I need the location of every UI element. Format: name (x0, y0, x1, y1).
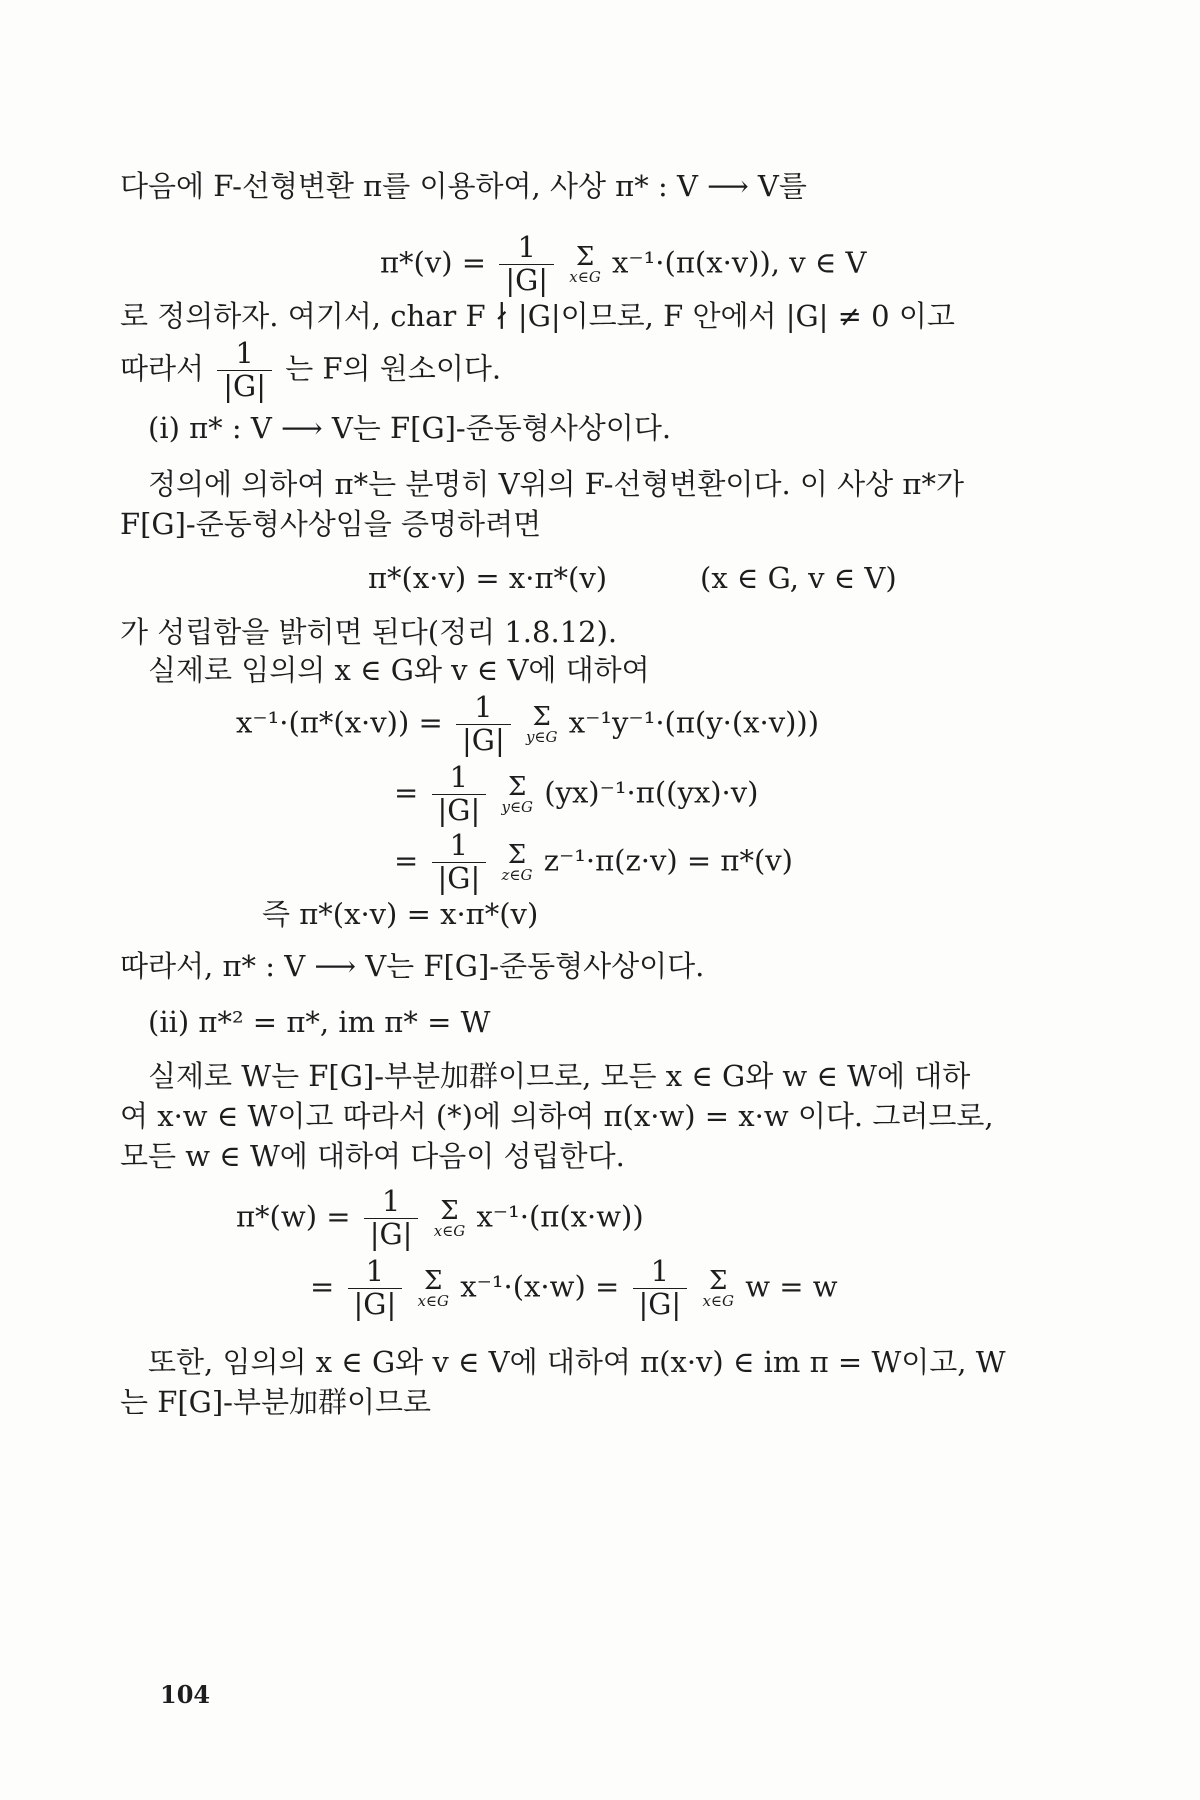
fraction-one-over-G: $\frac{1}{|G|}$ (364, 1186, 419, 1251)
paragraph-definition-note: 로 정의하자. 여기서, char F ∤ |G|이므로, F 안에서 |G| ≠ 0 이고 (120, 299, 955, 333)
equals-sign: = (394, 775, 419, 810)
fraction-one-over-G: $\frac{1}{|G|}$ (432, 830, 487, 895)
equation-proof-line1 (236, 692, 819, 757)
sum-over-y: Σ y∈G (501, 771, 534, 816)
paragraph-i-conclusion: 따라서, π* : V ⟶ V는 F[G]-준동형사상이다. (120, 949, 705, 983)
paragraph-i-line3: 가 성립함을 밝히면 된다(정리 1.8.12). (120, 615, 618, 649)
equals-sign: = (394, 843, 419, 878)
paragraph-ii-line1: 실제로 W는 F[G]-부분加群이므로, 모든 x ∈ G와 w ∈ W에 대하 (148, 1059, 971, 1093)
text-therefore: 따라서 (120, 351, 205, 386)
fraction-one-over-G: $\frac{1}{|G|}$ (456, 692, 511, 757)
fraction-one-over-G: $\frac{1}{|G|}$ (217, 338, 272, 403)
equation-proof-conclusion: 즉 π*(x·v) = x·π*(v) (262, 897, 539, 931)
fraction-one-over-G: $\frac{1}{|G|}$ (432, 762, 487, 827)
section-ii-heading: (ii) π*² = π*, im π* = W (148, 1005, 491, 1039)
paragraph-ii-line5: 는 F[G]-부분加群이므로 (120, 1385, 432, 1419)
eq3-line2-right: (yx)⁻¹·π((yx)·v) (544, 775, 759, 810)
eq1-right: x⁻¹·(π(x·v)), v ∈ V (612, 245, 867, 280)
paragraph-intro: 다음에 F-선형변환 π를 이용하여, 사상 π* : V ⟶ V를 (120, 169, 807, 203)
paragraph-inverse-element (120, 338, 501, 403)
section-i-heading: (i) π* : V ⟶ V는 F[G]-준동형사상이다. (148, 411, 672, 445)
paragraph-i-line1: 정의에 의하여 π*는 분명히 V위의 F-선형변환이다. 이 사상 π*가 (148, 467, 964, 501)
fraction-one-over-G: $\frac{1}{|G|}$ (499, 232, 554, 297)
equation-w-line1 (236, 1186, 644, 1251)
paragraph-ii-line2: 여 x·w ∈ W이고 따라서 (*)에 의하여 π(x·w) = x·w 이다. 그러므로, (120, 1099, 994, 1133)
eq3-line1-right: x⁻¹y⁻¹·(π(y·(x·v))) (568, 705, 820, 740)
eq4-line1-right: x⁻¹·(π(x·w)) (476, 1199, 644, 1234)
paragraph-i-line4: 실제로 임의의 x ∈ G와 v ∈ V에 대하여 (148, 653, 650, 687)
eq1-left: π*(v) = (380, 245, 487, 280)
paragraph-ii-line3: 모든 w ∈ W에 대하여 다음이 성립한다. (120, 1139, 625, 1173)
eq3-line3-right: z⁻¹·π(z·v) = π*(v) (543, 843, 793, 878)
equation-homomorphism: π*(x·v) = x·π*(v) (368, 561, 608, 595)
paragraph-i-line2: F[G]-준동형사상임을 증명하려면 (120, 507, 542, 541)
paragraph-ii-line4: 또한, 임의의 x ∈ G와 v ∈ V에 대하여 π(x·v) ∈ im π = W이고, W (148, 1345, 1006, 1379)
equation-proof-line2 (394, 762, 758, 827)
sum-over-y: Σ y∈G (525, 701, 558, 746)
fraction-one-over-G: $\frac{1}{|G|}$ (348, 1256, 403, 1321)
eq3-left: x⁻¹·(π*(x·v)) = (236, 705, 443, 740)
sum-over-x: Σ x∈G (433, 1195, 466, 1240)
equation-proof-line3 (394, 830, 793, 895)
sum-over-x: Σ x∈G (569, 241, 601, 286)
equals-sign: = (310, 1269, 335, 1304)
equation-w-line2 (310, 1256, 838, 1321)
equation-pi-star-definition (380, 232, 866, 297)
page-number: 104 (160, 1680, 211, 1709)
eq4-line2-mid: x⁻¹·(x·w) = (460, 1269, 620, 1304)
eq4-left: π*(w) = (236, 1199, 351, 1234)
sum-over-x: Σ x∈G (702, 1265, 734, 1310)
eq4-line2-right: w = w (745, 1269, 838, 1304)
fraction-one-over-G: $\frac{1}{|G|}$ (633, 1256, 688, 1321)
sum-over-x: Σ x∈G (417, 1265, 450, 1310)
sum-over-z: Σ z∈G (501, 839, 533, 884)
text-element-of-F: 는 F의 원소이다. (285, 351, 502, 386)
equation-condition: (x ∈ G, v ∈ V) (700, 561, 897, 595)
